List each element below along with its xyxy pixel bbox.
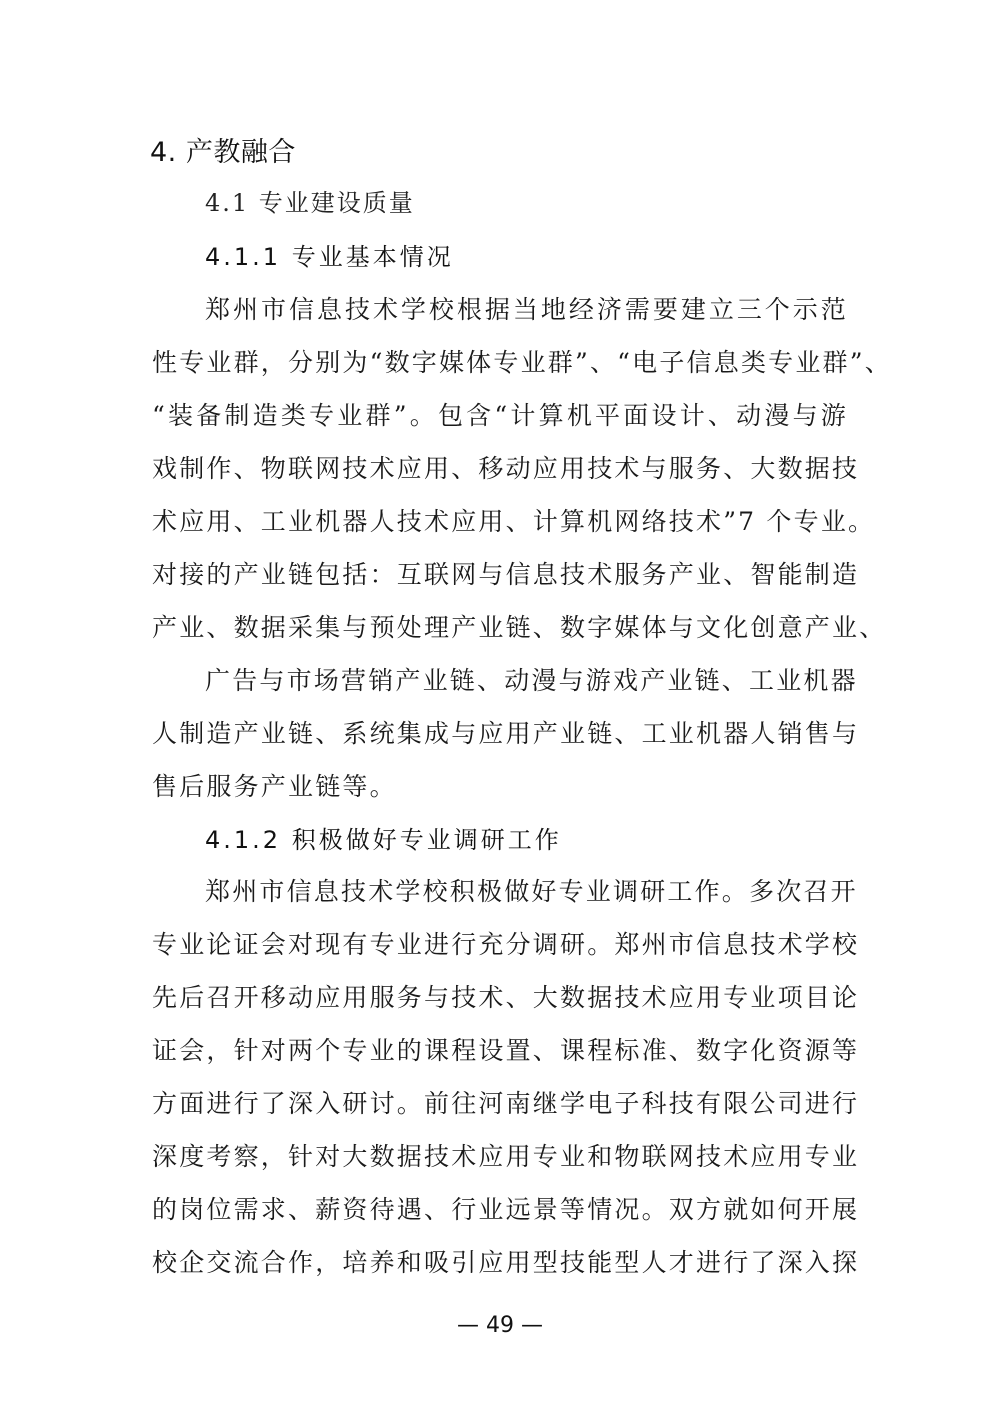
paragraph-line: 广告与市场营销产业链、动漫与游戏产业链、工业机器 — [205, 666, 858, 695]
section-heading: 4.1 专业建设质量 — [205, 189, 415, 217]
paragraph-line: 郑州市信息技术学校积极做好专业调研工作。多次召开 — [205, 877, 858, 906]
paragraph-line: 郑州市信息技术学校根据当地经济需要建立三个示范 — [205, 295, 848, 324]
subsection-heading-4-1-1: 4.1.1 专业基本情况 — [205, 243, 454, 271]
paragraph-line: 的岗位需求、薪资待遇、行业远景等情况。双方就如何开展 — [152, 1195, 860, 1224]
paragraph-line: 深度考察，针对大数据技术应用专业和物联网技术应用专业 — [152, 1142, 860, 1171]
chapter-heading: 4. 产教融合 — [150, 137, 296, 168]
paragraph-line: 对接的产业链包括：互联网与信息技术服务产业、智能制造 — [152, 560, 860, 589]
paragraph-line: 性专业群，分别为“数字媒体专业群”、“电子信息类专业群”、 — [152, 348, 892, 377]
paragraph-line: 方面进行了深入研讨。前往河南继学电子科技有限公司进行 — [152, 1089, 860, 1118]
paragraph-line: 证会，针对两个专业的课程设置、课程标准、数字化资源等 — [152, 1036, 860, 1065]
paragraph-line: 人制造产业链、系统集成与应用产业链、工业机器人销售与 — [152, 719, 860, 748]
paragraph-line: 产业、数据采集与预处理产业链、数字媒体与文化创意产业、 — [152, 613, 887, 642]
paragraph-line: 戏制作、物联网技术应用、移动应用技术与服务、大数据技 — [152, 454, 860, 483]
paragraph-line: 校企交流合作，培养和吸引应用型技能型人才进行了深入探 — [152, 1248, 860, 1277]
paragraph-line: 专业论证会对现有专业进行充分调研。郑州市信息技术学校 — [152, 930, 860, 959]
subsection-heading-4-1-2: 4.1.2 积极做好专业调研工作 — [205, 826, 562, 854]
paragraph-line: “装备制造类专业群”。包含“计算机平面设计、动漫与游 — [152, 401, 848, 430]
paragraph-line: 先后召开移动应用服务与技术、大数据技术应用专业项目论 — [152, 983, 860, 1012]
paragraph-line: 术应用、工业机器人技术应用、计算机网络技术”7 个专业。 — [152, 507, 876, 536]
page-number: — 49 — — [457, 1313, 543, 1338]
paragraph-line: 售后服务产业链等。 — [152, 772, 397, 801]
